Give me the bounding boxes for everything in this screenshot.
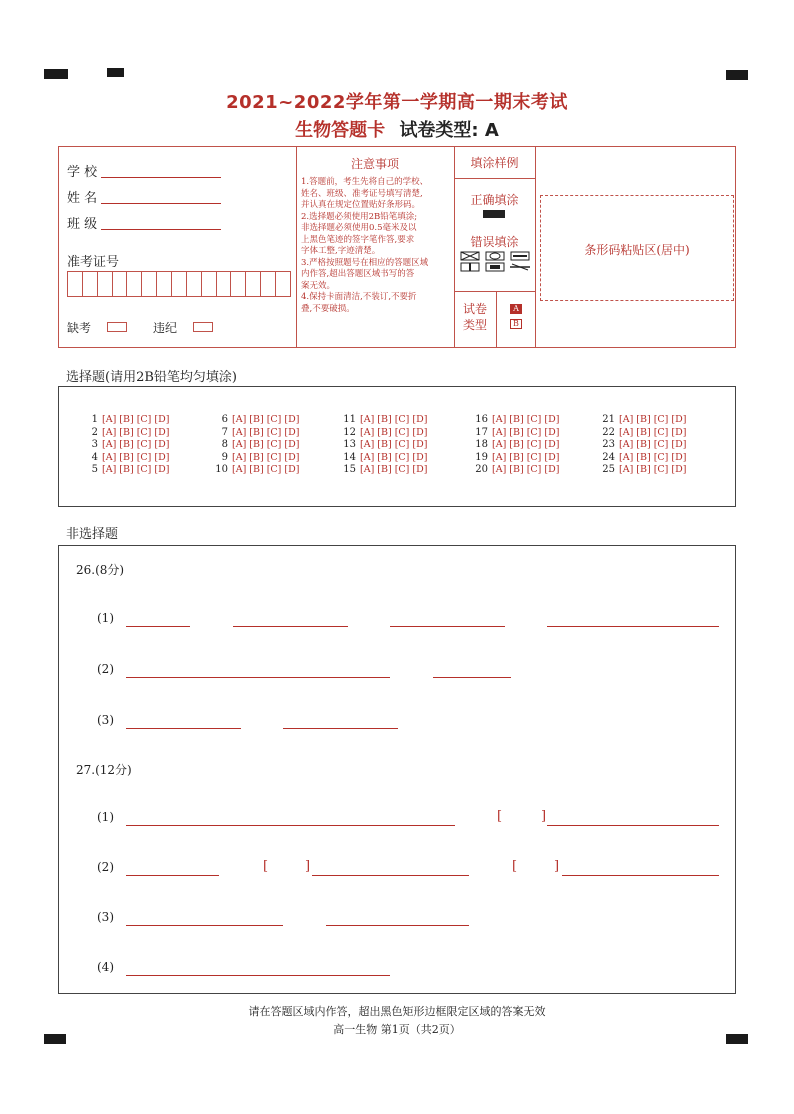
mcq-option-bubble[interactable]: [C] <box>653 426 669 438</box>
mcq-option-bubble[interactable]: [D] <box>544 426 560 438</box>
mcq-option-bubble[interactable]: [B] <box>509 451 524 463</box>
mcq-question-row <box>597 464 689 477</box>
mcq-option-bubble[interactable]: [C] <box>526 451 542 463</box>
mcq-question-row <box>470 414 562 427</box>
mcq-question-row <box>338 452 430 465</box>
mcq-option-bubble[interactable]: [D] <box>544 464 560 476</box>
mcq-column <box>470 414 562 477</box>
mcq-option-bubble[interactable]: [C] <box>526 439 542 451</box>
mcq-question-row <box>80 464 172 477</box>
q27-part-1-label: (1) <box>97 810 114 824</box>
card-subtitle <box>0 116 794 142</box>
mcq-option-bubble[interactable]: [A] <box>360 439 375 451</box>
footer-warning: 请在答题区域内作答，超出黑色矩形边框限定区域的答案无效 <box>248 1005 546 1018</box>
mcq-option-bubble[interactable]: [A] <box>492 426 507 438</box>
footer-page-number: 高一生物 第1页（共2页） <box>333 1023 461 1036</box>
mcq-column <box>210 414 302 477</box>
mcq-option-bubble[interactable]: [C] <box>266 414 282 425</box>
mcq-option-bubble[interactable]: [C] <box>394 414 410 425</box>
mcq-question-row <box>470 452 562 465</box>
mcq-question-row <box>597 414 689 427</box>
mcq-question-row <box>338 414 430 427</box>
q26-1-blank-2[interactable] <box>233 626 348 627</box>
mcq-option-bubble[interactable]: [A] <box>619 426 634 438</box>
q27-4-blank-1[interactable] <box>126 975 390 976</box>
mcq-question-row <box>338 464 430 477</box>
q26-part-2-label: (2) <box>97 662 114 676</box>
mcq-option-bubble[interactable]: [C] <box>136 451 152 463</box>
mcq-option-bubble[interactable]: [A] <box>492 439 507 451</box>
mcq-question-row <box>210 452 302 465</box>
mcq-option-bubble[interactable]: [B] <box>377 439 392 451</box>
mcq-option-bubble[interactable]: [C] <box>394 451 410 463</box>
q27-3-blank-2[interactable] <box>326 925 469 926</box>
q26-1-blank-4[interactable] <box>547 626 719 627</box>
mcq-question-number: 16 <box>475 414 488 425</box>
mcq-option-bubble[interactable]: [B] <box>636 439 651 451</box>
absent-checkbox[interactable] <box>107 322 127 332</box>
mcq-option-bubble[interactable]: [B] <box>509 464 524 476</box>
q27-2-bracket-open-1: [ <box>263 859 269 874</box>
mcq-question-number: 3 <box>91 439 98 451</box>
mcq-option-bubble[interactable]: [C] <box>653 439 669 451</box>
mcq-option-bubble[interactable]: [A] <box>492 464 507 476</box>
mcq-option-bubble[interactable]: [D] <box>671 426 687 438</box>
notice-list: 1.答题前，考生先将自己的学校、 姓名、班级、准考证号填写清楚, 并认真在规定位置贴好条形码。 2.选择题必须使用2B铅笔填涂; 非选择题必须使用0.5毫米及以 上黑色笔迹的签字笔作答,要求 字体工整,字迹清楚。 3.严格按照题号在相应的答题区域 内作答,超出答题区域书写的答 案无效。 4.保持卡面清洁,不装订,不要折 叠,不要破损。 <box>301 177 429 314</box>
mcq-option-bubble[interactable]: [C] <box>266 464 282 476</box>
mcq-question-row <box>80 439 172 452</box>
mcq-question-number: 18 <box>475 439 488 451</box>
mcq-question-row <box>80 452 172 465</box>
mcq-option-bubble[interactable]: [C] <box>394 464 410 476</box>
class-label: 班 级 <box>67 217 98 232</box>
mcq-column <box>597 414 689 477</box>
mcq-question-number: 13 <box>343 439 356 451</box>
mcq-option-bubble[interactable]: [D] <box>544 451 560 463</box>
mcq-option-bubble[interactable]: [D] <box>671 464 687 476</box>
mcq-option-bubble[interactable]: [D] <box>412 464 428 476</box>
mcq-question-row <box>338 427 430 440</box>
mcq-question-row <box>210 464 302 477</box>
mcq-question-row <box>597 452 689 465</box>
mcq-option-bubble[interactable]: [D] <box>284 414 300 425</box>
correct-fill-label: 正确填涂 <box>470 193 519 207</box>
mcq-option-bubble[interactable]: [C] <box>526 464 542 476</box>
exam-title: 2021~2022学年第一学期高一期末考试 <box>226 92 568 113</box>
mcq-option-bubble[interactable]: [D] <box>154 426 170 438</box>
mcq-option-bubble[interactable]: [B] <box>249 439 264 451</box>
name-field[interactable] <box>101 203 221 204</box>
q26-1-blank-3[interactable] <box>390 626 505 627</box>
mcq-question-number: 25 <box>602 464 615 476</box>
non-mcq-box <box>58 545 736 994</box>
mcq-question-number: 10 <box>215 464 228 476</box>
barcode-area-label: 条形码粘贴区(居中) <box>584 243 690 257</box>
mcq-option-bubble[interactable]: [B] <box>509 439 524 451</box>
mcq-option-bubble[interactable]: [B] <box>636 426 651 438</box>
q26-1-blank-1[interactable] <box>126 626 190 627</box>
q27-2-blank-1[interactable] <box>126 875 219 876</box>
mcq-question-number: 4 <box>91 451 98 463</box>
q26-2-blank-1[interactable] <box>126 677 390 678</box>
mcq-option-bubble[interactable]: [B] <box>119 414 134 425</box>
mcq-option-bubble[interactable]: [A] <box>102 464 117 476</box>
mcq-question-number: 24 <box>602 451 615 463</box>
mcq-question-number: 2 <box>91 426 98 438</box>
mcq-option-bubble[interactable]: [D] <box>154 439 170 451</box>
mcq-option-bubble[interactable]: [A] <box>360 451 375 463</box>
q27-3-blank-1[interactable] <box>126 925 283 926</box>
mcq-question-number: 9 <box>221 451 228 463</box>
mcq-question-number: 20 <box>475 464 488 476</box>
mcq-question-number: 21 <box>602 414 615 425</box>
violation-checkbox[interactable] <box>193 322 213 332</box>
mcq-column <box>338 414 430 477</box>
mcq-option-bubble[interactable]: [D] <box>154 464 170 476</box>
q27-1-bracket-open: [ <box>497 809 503 824</box>
q27-2-bracket-open-2: [ <box>512 859 518 874</box>
mcq-question-row <box>470 464 562 477</box>
mcq-option-bubble[interactable]: [B] <box>249 464 264 476</box>
mcq-option-bubble[interactable]: [B] <box>119 451 134 463</box>
mcq-question-row <box>338 439 430 452</box>
mcq-option-bubble[interactable]: [A] <box>232 426 247 438</box>
mcq-option-bubble[interactable]: [D] <box>544 439 560 451</box>
mcq-question-number: 11 <box>343 414 356 425</box>
mcq-option-bubble[interactable]: [C] <box>266 426 282 438</box>
mcq-question-row <box>80 427 172 440</box>
q27-1-blank-1[interactable] <box>126 825 455 826</box>
mcq-option-bubble[interactable]: [A] <box>232 439 247 451</box>
mcq-option-bubble[interactable]: [A] <box>232 451 247 463</box>
mcq-option-bubble[interactable]: [A] <box>102 426 117 438</box>
mcq-question-number: 19 <box>475 451 488 463</box>
absent-label: 缺考 <box>67 321 92 335</box>
mcq-option-bubble[interactable]: [A] <box>619 464 634 476</box>
mcq-question-number: 7 <box>221 426 228 438</box>
mcq-question-number: 5 <box>91 464 98 476</box>
mcq-option-bubble[interactable]: [A] <box>492 414 507 425</box>
barcode-area <box>540 195 734 301</box>
mcq-option-bubble[interactable]: [C] <box>526 414 542 425</box>
mcq-option-bubble[interactable]: [B] <box>377 451 392 463</box>
mcq-option-bubble[interactable]: [D] <box>412 426 428 438</box>
mcq-option-bubble[interactable]: [B] <box>377 464 392 476</box>
mcq-option-bubble[interactable]: [B] <box>249 451 264 463</box>
mcq-option-bubble[interactable]: [C] <box>136 414 152 425</box>
q27-part-3-label: (3) <box>97 910 114 924</box>
mcq-option-bubble[interactable]: [A] <box>360 426 375 438</box>
mcq-question-number: 14 <box>343 451 356 463</box>
mcq-option-bubble[interactable]: [C] <box>266 439 282 451</box>
paper-type-label: 试卷类型: A <box>399 120 499 141</box>
subject-card-label: 生物答题卡 <box>295 120 386 141</box>
mcq-option-bubble[interactable]: [B] <box>119 426 134 438</box>
mcq-option-bubble[interactable]: [D] <box>284 439 300 451</box>
q26-3-blank-2[interactable] <box>283 728 398 729</box>
registration-mark-top-left-2 <box>107 68 124 77</box>
mcq-option-bubble[interactable]: [B] <box>377 426 392 438</box>
mcq-option-bubble[interactable]: [C] <box>136 426 152 438</box>
registration-mark-top-left <box>44 69 68 79</box>
mcq-option-bubble[interactable]: [B] <box>636 414 651 425</box>
mcq-option-bubble[interactable]: [D] <box>544 414 560 425</box>
paper-type-a-option[interactable]: A <box>510 304 522 314</box>
mcq-option-bubble[interactable]: [A] <box>360 464 375 476</box>
mcq-option-bubble[interactable]: [C] <box>394 426 410 438</box>
mcq-option-bubble[interactable]: [D] <box>412 414 428 425</box>
q27-part-2-label: (2) <box>97 860 114 874</box>
mcq-option-bubble[interactable]: [B] <box>509 426 524 438</box>
mcq-option-bubble[interactable]: [A] <box>619 451 634 463</box>
q26-3-blank-1[interactable] <box>126 728 241 729</box>
mcq-option-bubble[interactable]: [D] <box>671 414 687 425</box>
non-mcq-section-title: 非选择题 <box>66 527 119 542</box>
mcq-option-bubble[interactable]: [C] <box>653 451 669 463</box>
paper-type-box-label: 试卷类型 <box>462 302 487 332</box>
mcq-option-bubble[interactable]: [B] <box>636 451 651 463</box>
fill-example-title: 填涂样例 <box>470 156 519 170</box>
q27-2-bracket-close-1: ] <box>305 859 311 874</box>
mcq-question-row <box>80 414 172 427</box>
mcq-option-bubble[interactable]: [D] <box>671 451 687 463</box>
mcq-question-row <box>210 427 302 440</box>
mcq-option-bubble[interactable]: [D] <box>154 414 170 425</box>
mcq-question-number: 1 <box>91 414 98 425</box>
mcq-question-row <box>597 427 689 440</box>
school-label: 学 校 <box>67 165 98 180</box>
mcq-option-bubble[interactable]: [A] <box>492 451 507 463</box>
wrong-fill-label: 错误填涂 <box>470 235 519 249</box>
mcq-option-bubble[interactable]: [A] <box>102 439 117 451</box>
correct-fill-sample <box>483 210 505 218</box>
mcq-option-bubble[interactable]: [C] <box>136 464 152 476</box>
notice-title: 注意事项 <box>350 157 399 171</box>
mcq-question-number: 15 <box>343 464 356 476</box>
mcq-option-bubble[interactable]: [A] <box>360 414 375 425</box>
mcq-option-bubble[interactable]: [A] <box>232 414 247 425</box>
mcq-option-bubble[interactable]: [C] <box>526 426 542 438</box>
mcq-option-bubble[interactable]: [D] <box>412 451 428 463</box>
registration-mark-top-right <box>726 70 748 80</box>
q26-part-1-label: (1) <box>97 611 114 625</box>
mcq-option-bubble[interactable]: [D] <box>284 464 300 476</box>
mcq-question-row <box>470 439 562 452</box>
q27-1-blank-2[interactable] <box>547 825 719 826</box>
mcq-option-bubble[interactable]: [D] <box>284 451 300 463</box>
mcq-option-bubble[interactable]: [D] <box>284 426 300 438</box>
q27-2-blank-2[interactable] <box>312 875 469 876</box>
mcq-column <box>80 414 172 477</box>
mcq-question-row <box>597 439 689 452</box>
mcq-option-bubble[interactable]: [C] <box>653 464 669 476</box>
question-27-title: 27.(12分) <box>76 763 132 777</box>
mcq-option-bubble[interactable]: [C] <box>394 439 410 451</box>
mcq-option-bubble[interactable]: [A] <box>619 414 634 425</box>
mcq-option-bubble[interactable]: [B] <box>636 464 651 476</box>
q27-2-bracket-close-2: ] <box>554 859 560 874</box>
mcq-option-bubble[interactable]: [B] <box>249 426 264 438</box>
mcq-question-number: 12 <box>343 426 356 438</box>
class-field[interactable] <box>101 229 221 230</box>
mcq-question-number: 8 <box>221 439 228 451</box>
question-26-title: 26.(8分) <box>76 563 125 577</box>
mcq-question-row <box>210 414 302 427</box>
mcq-option-bubble[interactable]: [B] <box>249 414 264 425</box>
q26-2-blank-2[interactable] <box>433 677 511 678</box>
mcq-question-number: 23 <box>602 439 615 451</box>
mcq-option-bubble[interactable]: [B] <box>509 414 524 425</box>
mcq-question-row <box>210 439 302 452</box>
exam-id-boxes[interactable] <box>67 271 291 297</box>
mcq-question-number: 22 <box>602 426 615 438</box>
mcq-option-bubble[interactable]: [B] <box>377 414 392 425</box>
mcq-option-bubble[interactable]: [D] <box>154 451 170 463</box>
paper-type-b-option[interactable]: B <box>510 319 522 329</box>
mcq-option-bubble[interactable]: [B] <box>119 439 134 451</box>
q26-part-3-label: (3) <box>97 713 114 727</box>
q27-1-bracket-close: ] <box>541 809 547 824</box>
mcq-option-bubble[interactable]: [A] <box>619 439 634 451</box>
mcq-option-bubble[interactable]: [C] <box>653 414 669 425</box>
mcq-option-bubble[interactable]: [C] <box>136 439 152 451</box>
q27-2-blank-3[interactable] <box>562 875 719 876</box>
school-field[interactable] <box>101 177 221 178</box>
wrong-fill-samples <box>460 251 532 273</box>
exam-id-label: 准考证号 <box>67 255 120 270</box>
mcq-option-bubble[interactable]: [A] <box>232 464 247 476</box>
q27-part-4-label: (4) <box>97 960 114 974</box>
mcq-option-bubble[interactable]: [B] <box>119 464 134 476</box>
mcq-question-row <box>470 427 562 440</box>
mcq-option-bubble[interactable]: [D] <box>671 439 687 451</box>
mcq-section-title: 选择题(请用2B铅笔均匀填涂) <box>66 370 237 385</box>
mcq-option-bubble[interactable]: [A] <box>102 414 117 425</box>
mcq-option-bubble[interactable]: [A] <box>102 451 117 463</box>
mcq-option-bubble[interactable]: [D] <box>412 439 428 451</box>
header-info-box <box>58 146 736 348</box>
name-label: 姓 名 <box>67 191 98 206</box>
mcq-option-bubble[interactable]: [C] <box>266 451 282 463</box>
mcq-question-number: 17 <box>475 426 488 438</box>
mcq-question-number: 6 <box>221 414 228 425</box>
violation-label: 违纪 <box>153 321 178 335</box>
